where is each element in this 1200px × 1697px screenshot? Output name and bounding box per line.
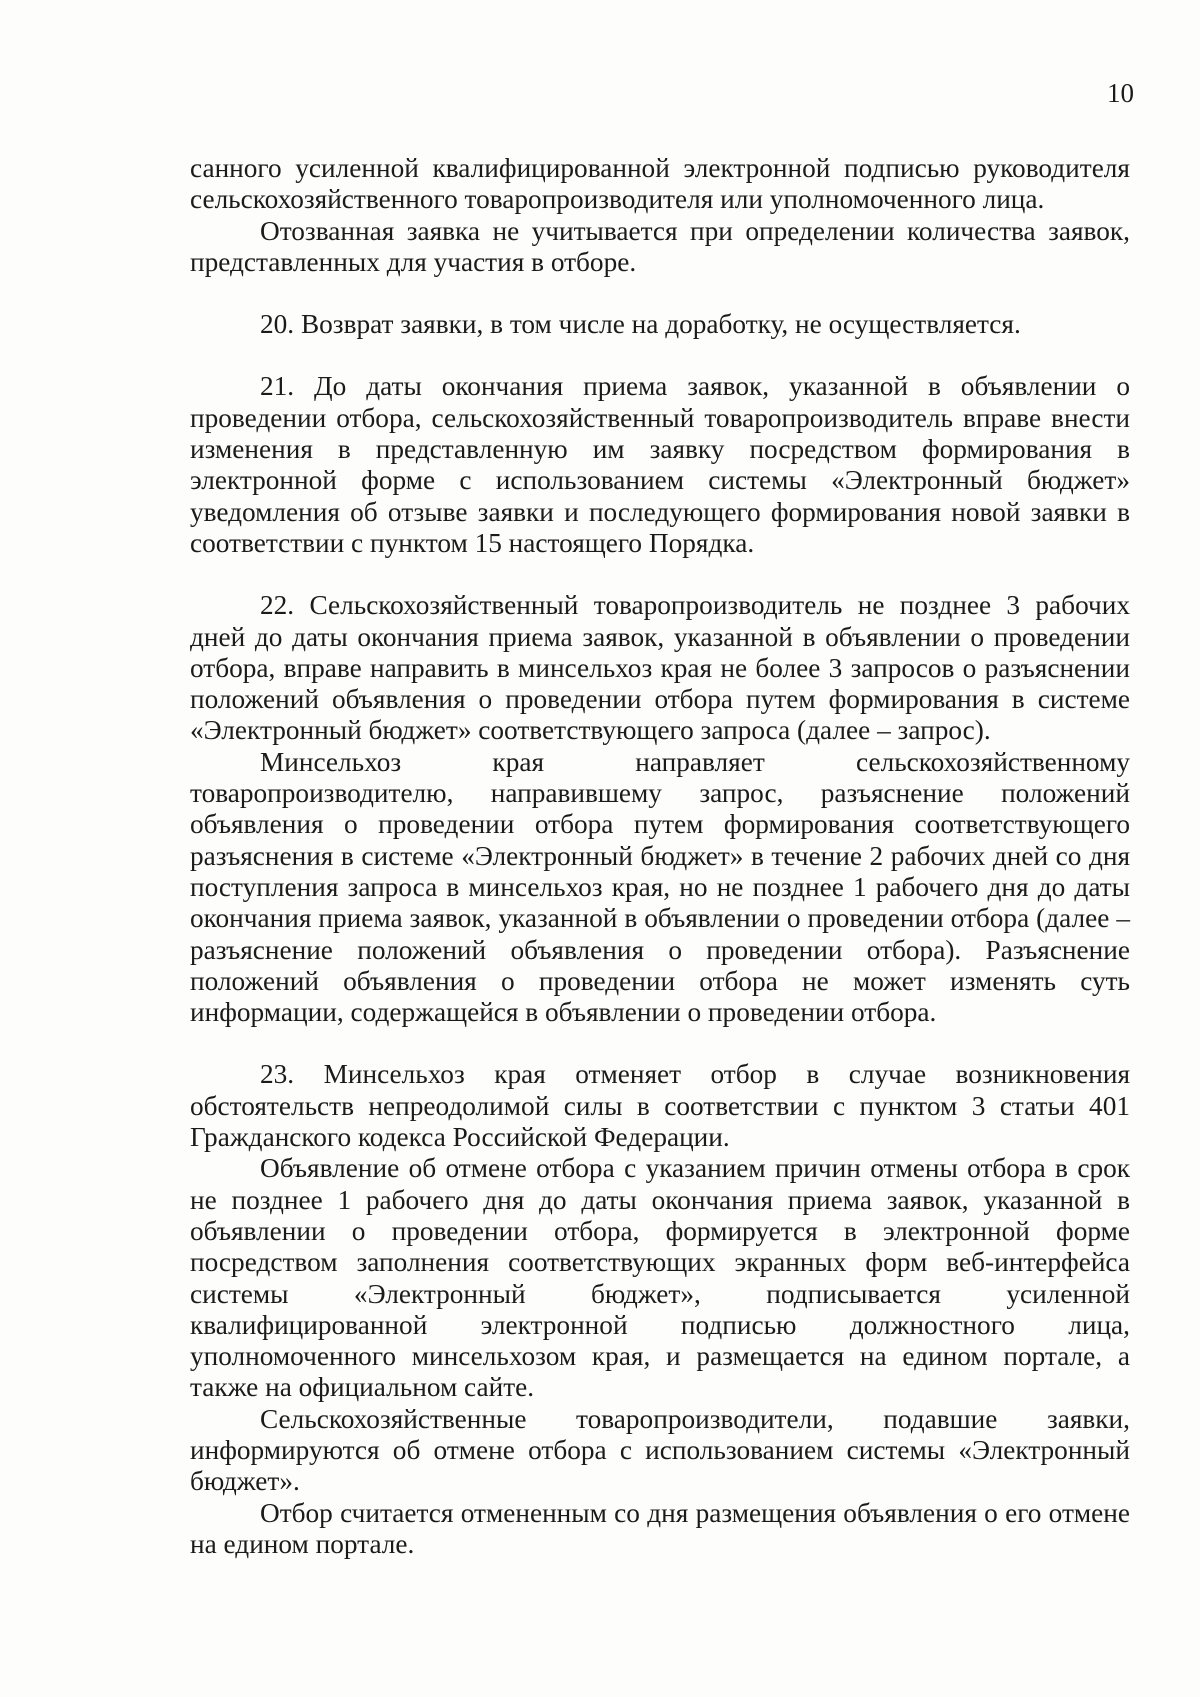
paragraph-continuation: санного усиленной квалифицированной электронной подписью руководителя сельскохозяйственного товаропроизводителя или уполномоченного лица. xyxy=(190,153,1130,215)
paragraph-clause-20: 20. Возврат заявки, в том числе на доработку, не осуществляется. xyxy=(260,309,1021,340)
document-body xyxy=(190,153,1130,1560)
paragraph-clause-22: 22. Сельскохозяйственный товаропроизводитель не позднее 3 рабочих дней до даты окончания приема заявок, указанной в объявлении о проведении отбора, вправе направить в минсельхоз края не более 3 запросов о разъяснении положений объявления о проведении отбора путем формирования в системе «Электронный бюджет» соответствующего запроса (далее – запрос). xyxy=(190,590,1130,746)
paragraph-clause-23: 23. Минсельхоз края отменяет отбор в случае возникновения обстоятельств непреодолимой силы в соответствии с пунктом 3 статьи 401 Гражданского кодекса Российской Федерации. xyxy=(190,1059,1130,1153)
paragraph-cancellation-notice: Объявление об отмене отбора с указанием причин отмены отбора в срок не позднее 1 рабочего дня до даты окончания приема заявок, указанной в объявлении о проведении отбора, формируется в электронной форме посредством заполнения соответствующих экранных форм веб-интерфейса системы «Электронный бюджет», подписывается усиленной квалифицированной электронной подписью должностного лица, уполномоченного минсельхозом края, и размещается на едином портале, а также на официальном сайте. xyxy=(190,1153,1130,1403)
paragraph-clarification: Минсельхоз края направляет сельскохозяйственному товаропроизводителю, направившему запрос, разъяснение положений объявления о проведении отбора путем формирования соответствующего разъяснения в системе «Электронный бюджет» в течение 2 рабочих дней со дня поступления запроса в минсельхоз края, но не позднее 1 рабочего дня до даты окончания приема заявок, указанной в объявлении о проведении отбора (далее – разъяснение положений объявления о проведении отбора). Разъяснение положений объявления о проведении отбора не может изменять суть информации, содержащейся в объявлении о проведении отбора. xyxy=(190,746,1130,1028)
page-number: 10 xyxy=(1107,78,1134,108)
paragraph-selection-cancelled: Отбор считается отмененным со дня размещения объявления о его отмене на едином портале. xyxy=(190,1497,1130,1559)
paragraph-clause-21: 21. До даты окончания приема заявок, указанной в объявлении о проведении отбора, сельскохозяйственный товаропроизводитель вправе внести изменения в представленную им заявку посредством формирования в электронной форме с использованием системы «Электронный бюджет» уведомления об отзыве заявки и последующего формирования новой заявки в соответствии с пунктом 15 настоящего Порядка. xyxy=(190,371,1130,558)
paragraph-producers-informed: Сельскохозяйственные товаропроизводители, подавшие заявки, информируются об отмене отбора с использованием системы «Электронный бюджет». xyxy=(190,1403,1130,1497)
paragraph-withdrawn-application: Отозванная заявка не учитывается при определении количества заявок, представленных для участия в отборе. xyxy=(190,215,1130,277)
